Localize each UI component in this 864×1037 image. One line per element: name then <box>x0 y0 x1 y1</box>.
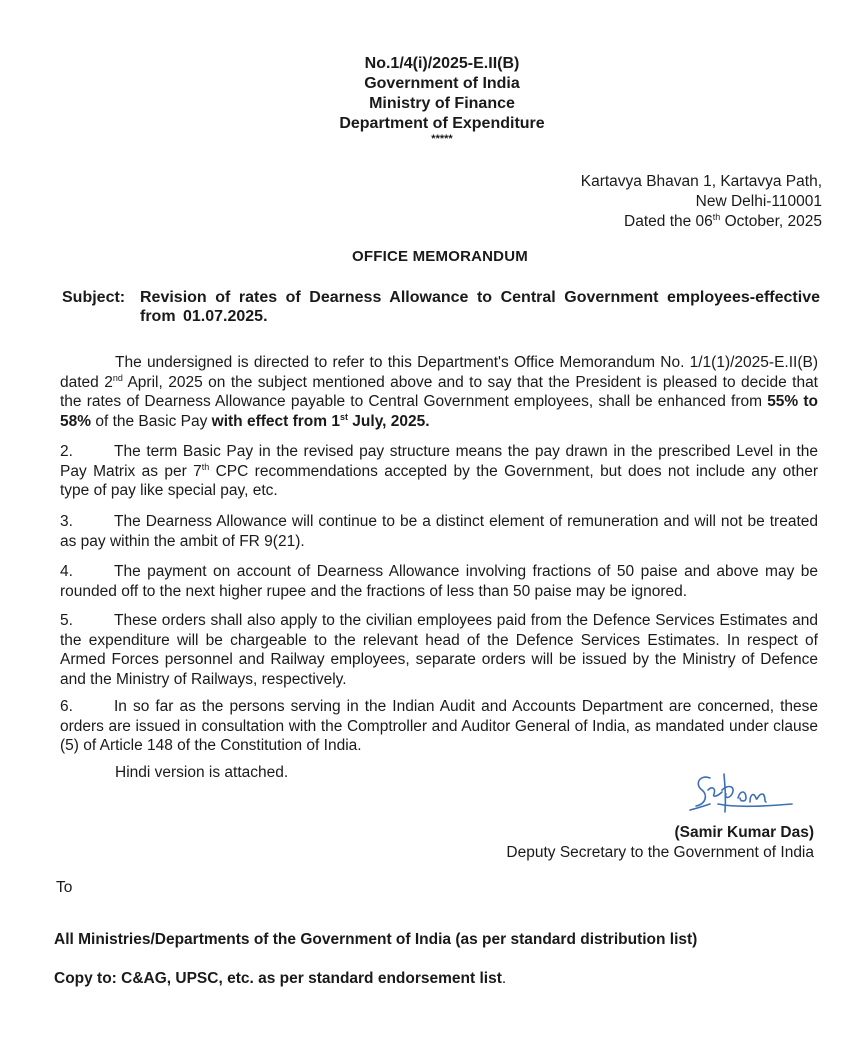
date-line: Dated the 06th October, 2025 <box>624 211 822 230</box>
signatory-designation: Deputy Secretary to the Government of India <box>506 844 814 861</box>
file-number: No.1/4(i)/2025-E.II(B) <box>364 55 520 72</box>
letterhead <box>0 54 864 144</box>
da-rate-change: 55% to 58% <box>60 393 818 430</box>
effective-date: with effect from 1st July, 2025. <box>211 411 430 430</box>
subject-label: Subject: <box>62 289 126 306</box>
hindi-version-note: Hindi version is attached. <box>115 764 289 781</box>
government-name: Government of India <box>364 75 520 92</box>
address-line-1: Kartavya Bhavan 1, Kartavya Path, <box>580 173 822 190</box>
department-name: Department of Expenditure <box>339 115 545 132</box>
paragraph-1: The undersigned is directed to refer to this Department's Office Memorandum No. 1/1(1)/2025-E.II(B) dated 2nd April, 2025 on the subject mentioned above and to say that the President is pleased to decide that the rates of Dearness Allowance payable to Central Government employees, shall be enhanced from 55% to 58% of the Basic Pay with effect from 1st July, 2025. <box>60 354 818 430</box>
signatory-name: (Samir Kumar Das) <box>674 824 814 841</box>
subject-text: Revision of rates of Dearness Allowance to Central Government employees-effective from 01.07.2025. <box>140 289 820 325</box>
subject-block <box>62 288 820 326</box>
to-label: To <box>56 879 73 896</box>
paragraph-3: 3. The Dearness Allowance will continue to be a distinct element of remuneration and will not be treated as pay within the ambit of FR 9(21). <box>60 513 818 550</box>
paragraph-2: 2. The term Basic Pay in the revised pay structure means the pay drawn in the prescribed Level in the Pay Matrix as per 7th CPC recommendations accepted by the Government, but does not include any other type of pay like special pay, etc. <box>60 443 818 499</box>
separator-stars: ***** <box>431 133 453 145</box>
signature-icon <box>688 768 798 818</box>
paragraph-6: 6. In so far as the persons serving in the Indian Audit and Accounts Department are concerned, these orders are issued in consultation with the Comptroller and Auditor General of India, as mandated under clause (5) of Article 148 of the Constitution of India. <box>60 698 818 754</box>
paragraph-5: 5. These orders shall also apply to the civilian employees paid from the Defence Services Estimates and the expenditure will be chargeable to the relevant head of the Defence Services Estimates. In respect of Armed Forces personnel and Railway employees, separate orders will be issued by the Ministry of Defence and the Ministry of Railways, respectively. <box>60 612 818 688</box>
ministry-name: Ministry of Finance <box>369 95 515 112</box>
address-block <box>581 172 822 232</box>
distribution-list: All Ministries/Departments of the Government of India (as per standard distribution list) <box>54 931 698 948</box>
copy-to-line: Copy to: C&AG, UPSC, etc. as per standard endorsement list. <box>54 970 507 987</box>
document-title: OFFICE MEMORANDUM <box>352 248 528 265</box>
paragraph-4: 4. The payment on account of Dearness Allowance involving fractions of 50 paise and above may be rounded off to the next higher rupee and the fractions of less than 50 paise may be ignored. <box>60 563 818 600</box>
address-line-2: New Delhi-110001 <box>695 193 822 210</box>
